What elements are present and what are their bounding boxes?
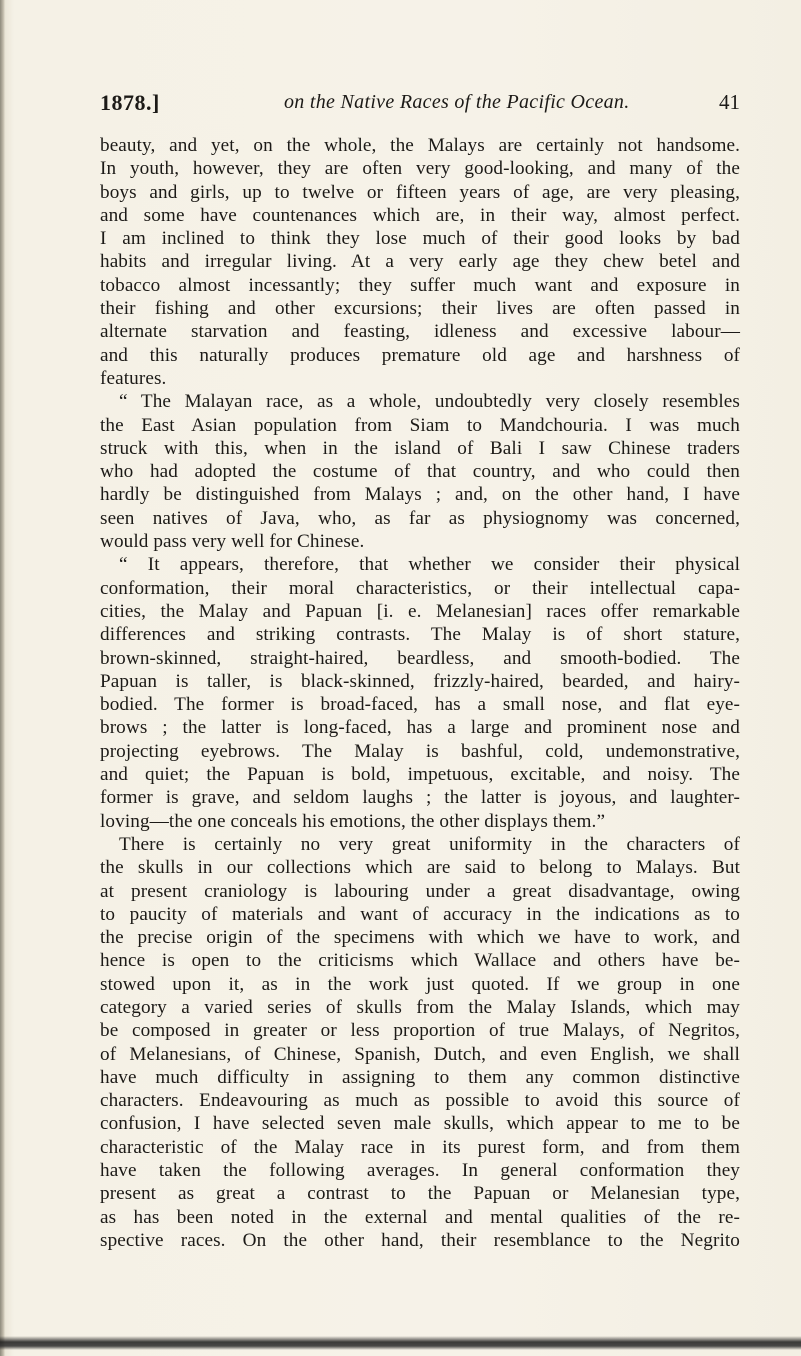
text-line: as has been noted in the external and mental qualities of the re- (100, 1206, 740, 1228)
text-line: would pass very well for Chinese. (100, 531, 365, 553)
text-line: and this naturally produces premature old age and harshness of (100, 344, 740, 366)
text-line: brown-skinned, straight-haired, beardless, and smooth-bodied. The (100, 647, 740, 669)
page-number: 41 (719, 90, 740, 114)
text-line: beauty, and yet, on the whole, the Malays are certainly not handsome. (100, 135, 740, 156)
text-line: have taken the following averages. In general conformation they (100, 1160, 740, 1182)
text-line: and some have countenances which are, in their way, almost perfect. (100, 204, 740, 226)
text-line: confusion, I have selected seven male skulls, which appear to me to be (100, 1113, 740, 1135)
text-line: who had adopted the costume of that country, and who could then (100, 461, 740, 483)
text-line: their fishing and other excursions; their lives are often passed in (100, 298, 740, 320)
text-line: “ The Malayan race, as a whole, undoubtedly very closely resembles (119, 391, 740, 413)
text-line: present as great a contrast to the Papuan or Melanesian type, (100, 1183, 740, 1205)
text-line: loving—the one conceals his emotions, the other displays them.” (100, 810, 606, 832)
text-line: “ It appears, therefore, that whether we consider their physical (119, 554, 740, 576)
text-line: stowed upon it, as in the work just quoted. If we group in one (100, 973, 740, 995)
text-line: In youth, however, they are often very good-looking, and many of the (100, 158, 740, 180)
text-line: characters. Endeavouring as much as possible to avoid this source of (100, 1090, 740, 1112)
text-line: former is grave, and seldom laughs ; the latter is joyous, and laughter- (100, 787, 740, 809)
text-line: hence is open to the criticisms which Wallace and others have be- (100, 950, 740, 972)
text-line: Papuan is taller, is black-skinned, frizzly-haired, bearded, and hairy- (100, 670, 740, 692)
scan-edge-mark (0, 1336, 801, 1350)
text-line: characteristic of the Malay race in its purest form, and from them (100, 1136, 740, 1158)
text-line: and quiet; the Papuan is bold, impetuous, excitable, and noisy. The (100, 764, 740, 786)
text-line: spective races. On the other hand, their resemblance to the Negrito (100, 1229, 740, 1251)
text-line: boys and girls, up to twelve or fifteen years of age, are very pleasing, (100, 181, 740, 203)
text-line: category a varied series of skulls from the Malay Islands, which may (100, 996, 740, 1018)
text-line: conformation, their moral characteristics, or their intellectual capa- (100, 577, 740, 599)
text-line: seen natives of Java, who, as far as physiognomy was concerned, (100, 507, 740, 529)
text-line: features. (100, 367, 167, 389)
text-line: the East Asian population from Siam to Mandchouria. I was much (100, 414, 740, 436)
text-line: habits and irregular living. At a very early age they chew betel and (100, 251, 740, 273)
text-line: projecting eyebrows. The Malay is bashful, cold, undemonstrative, (100, 740, 740, 762)
running-head-year: 1878.] (100, 90, 160, 115)
text-line: the precise origin of the specimens with which we have to work, and (100, 927, 740, 949)
text-line: tobacco almost incessantly; they suffer much want and exposure in (100, 274, 740, 296)
running-head (100, 90, 740, 120)
body-text (100, 134, 740, 1252)
text-line: cities, the Malay and Papuan [i. e. Melanesian] races offer remarkable (100, 600, 740, 622)
text-line: I am inclined to think they lose much of their good looks by bad (100, 228, 740, 250)
text-line: hardly be distinguished from Malays ; and, on the other hand, I have (100, 484, 740, 506)
text-line: differences and striking contrasts. The Malay is of short stature, (100, 624, 740, 646)
text-line: bodied. The former is broad-faced, has a small nose, and flat eye- (100, 694, 740, 716)
page-binding-edge (0, 0, 5, 1356)
text-line: have much difficulty in assigning to them any common distinctive (100, 1066, 740, 1088)
text-line: alternate starvation and feasting, idleness and excessive labour— (100, 321, 740, 343)
text-line: brows ; the latter is long-faced, has a large and prominent nose and (100, 717, 740, 739)
text-line: at present craniology is labouring under a great disadvantage, owing (100, 880, 740, 902)
text-line: be composed in greater or less proportion of true Malays, of Negritos, (100, 1020, 740, 1042)
text-line: of Melanesians, of Chinese, Spanish, Dutch, and even English, we shall (100, 1043, 740, 1065)
text-line: the skulls in our collections which are said to belong to Malays. But (100, 857, 740, 879)
text-line: There is certainly no very great uniformity in the characters of (119, 833, 740, 855)
text-line: to paucity of materials and want of accuracy in the indications as to (100, 903, 740, 925)
running-head-title: on the Native Races of the Pacific Ocean. (284, 91, 630, 113)
text-line: struck with this, when in the island of Bali I saw Chinese traders (100, 437, 740, 459)
